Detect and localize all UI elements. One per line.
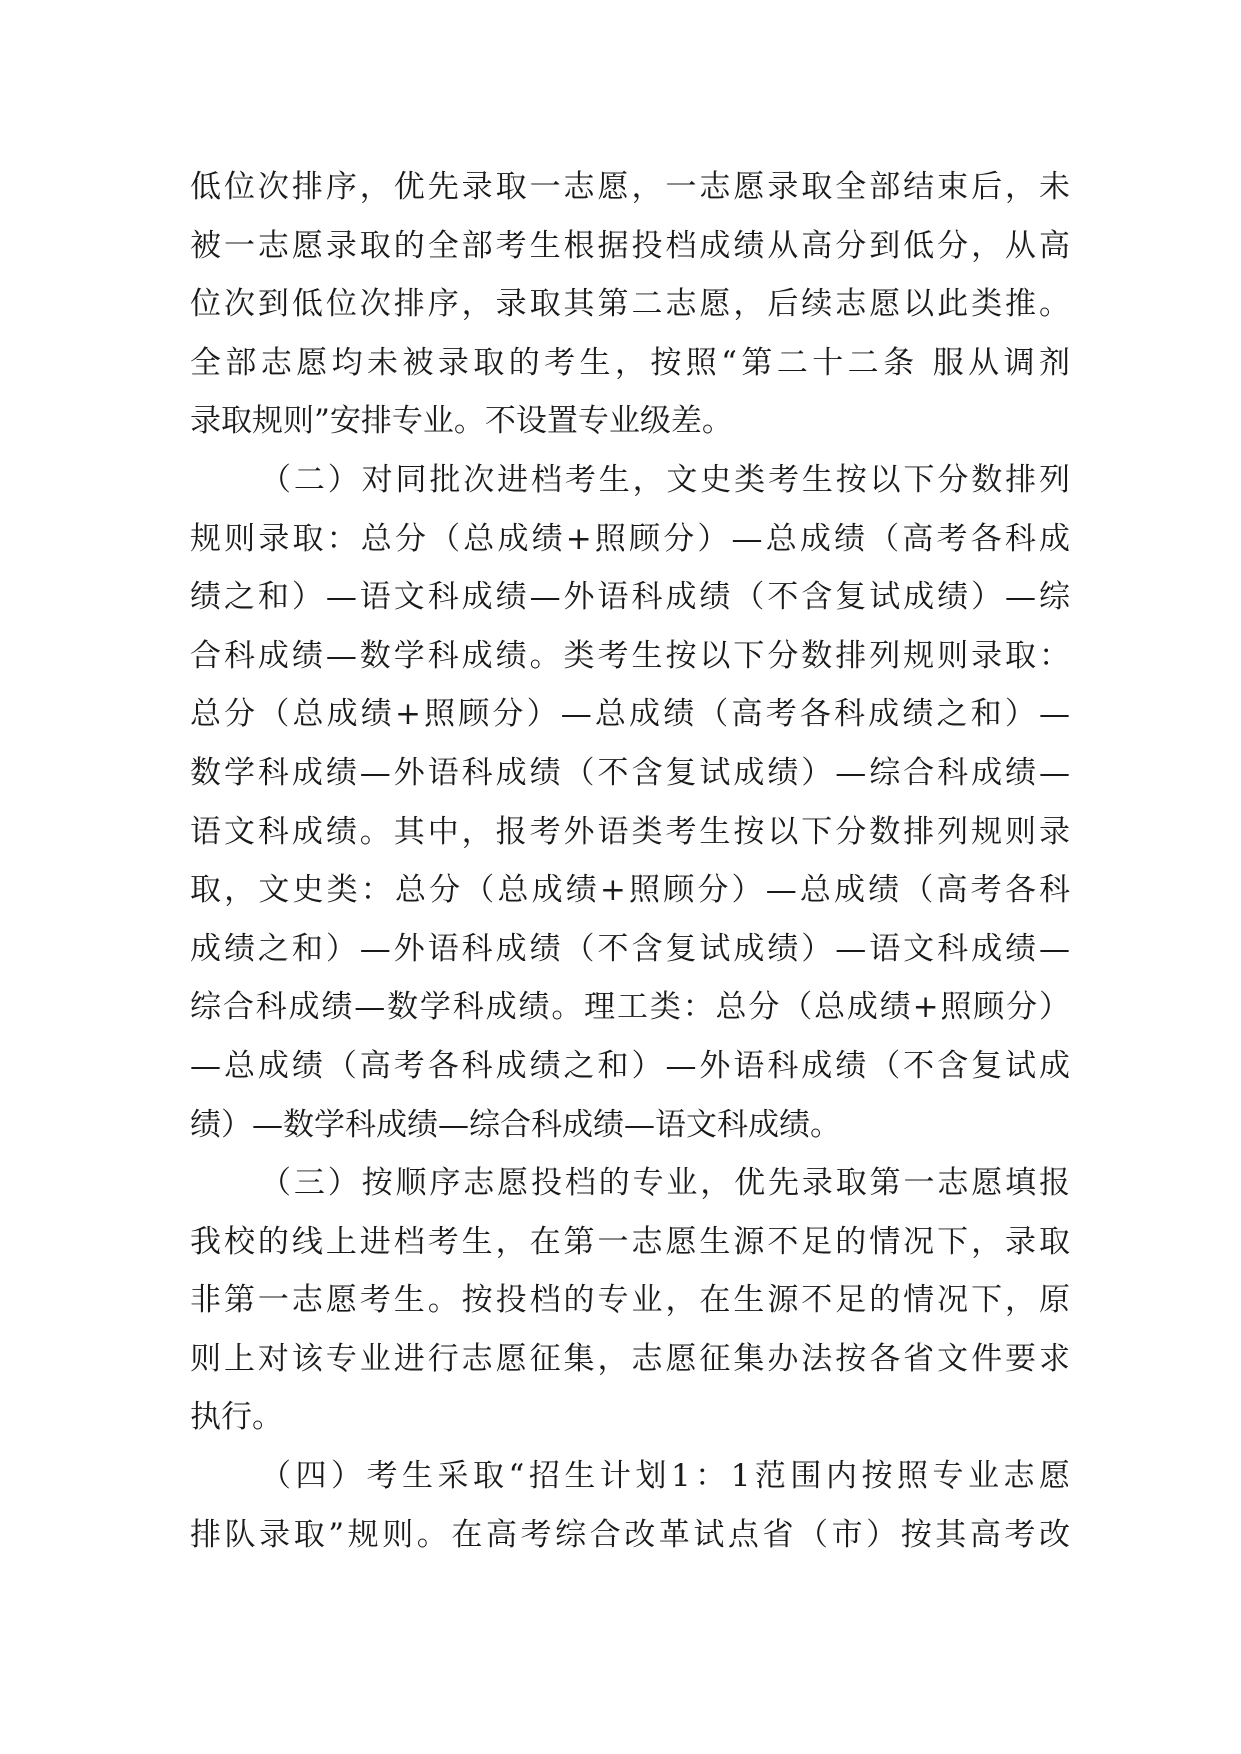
text-line: （四）考生采取“招生计划1：1范围内按照专业志愿 bbox=[260, 1458, 1070, 1495]
text-line: 取，文史类：总分（总成绩+照顾分）—总成绩（高考各科 bbox=[190, 872, 1070, 909]
text-line: 低位次排序，优先录取一志愿，一志愿录取全部结束后，未 bbox=[190, 169, 1070, 205]
text-line: 被一志愿录取的全部考生根据投档成绩从高分到低分，从高 bbox=[190, 227, 1070, 264]
text-line: 综合科成绩—数学科成绩。理工类：总分（总成绩+照顾分） bbox=[190, 989, 1070, 1026]
text-line: 语文科成绩。其中，报考外语类考生按以下分数排列规则录 bbox=[190, 813, 1070, 850]
text-line: 合科成绩—数学科成绩。类考生按以下分数排列规则录取： bbox=[190, 637, 1070, 674]
text-line: （三）按顺序志愿投档的专业，优先录取第一志愿填报 bbox=[260, 1165, 1070, 1202]
text-line: —总成绩（高考各科成绩之和）—外语科成绩（不含复试成 bbox=[190, 1047, 1070, 1084]
text-line: 则上对该专业进行志愿征集，志愿征集办法按各省文件要求 bbox=[190, 1340, 1070, 1377]
text-line: 总分（总成绩+照顾分）—总成绩（高考各科成绩之和）— bbox=[190, 696, 1070, 733]
text-line: 位次到低位次排序，录取其第二志愿，后续志愿以此类推。 bbox=[190, 286, 1070, 323]
body-text bbox=[190, 158, 1070, 1564]
text-line: 数学科成绩—外语科成绩（不含复试成绩）—综合科成绩— bbox=[190, 754, 1070, 791]
text-line: 执行。 bbox=[190, 1399, 283, 1436]
text-line: 我校的线上进档考生，在第一志愿生源不足的情况下，录取 bbox=[190, 1223, 1070, 1260]
text-line: 排队录取”规则。在高考综合改革试点省（市）按其高考改 bbox=[190, 1516, 1070, 1553]
text-line: （二）对同批次进档考生，文史类考生按以下分数排列 bbox=[260, 461, 1070, 498]
text-line: 录取规则”安排专业。不设置专业级差。 bbox=[190, 403, 733, 440]
text-line: 绩之和）—语文科成绩—外语科成绩（不含复试成绩）—综 bbox=[190, 579, 1070, 616]
text-line: 规则录取：总分（总成绩+照顾分）—总成绩（高考各科成 bbox=[190, 520, 1070, 557]
text-line: 全部志愿均未被录取的考生，按照“第二十二条 服从调剂 bbox=[190, 344, 1070, 381]
text-line: 绩）—数学科成绩—综合科成绩—语文科成绩。 bbox=[190, 1106, 841, 1143]
text-line: 成绩之和）—外语科成绩（不含复试成绩）—语文科成绩— bbox=[190, 930, 1070, 967]
text-line: 非第一志愿考生。按投档的专业，在生源不足的情况下，原 bbox=[190, 1282, 1070, 1319]
